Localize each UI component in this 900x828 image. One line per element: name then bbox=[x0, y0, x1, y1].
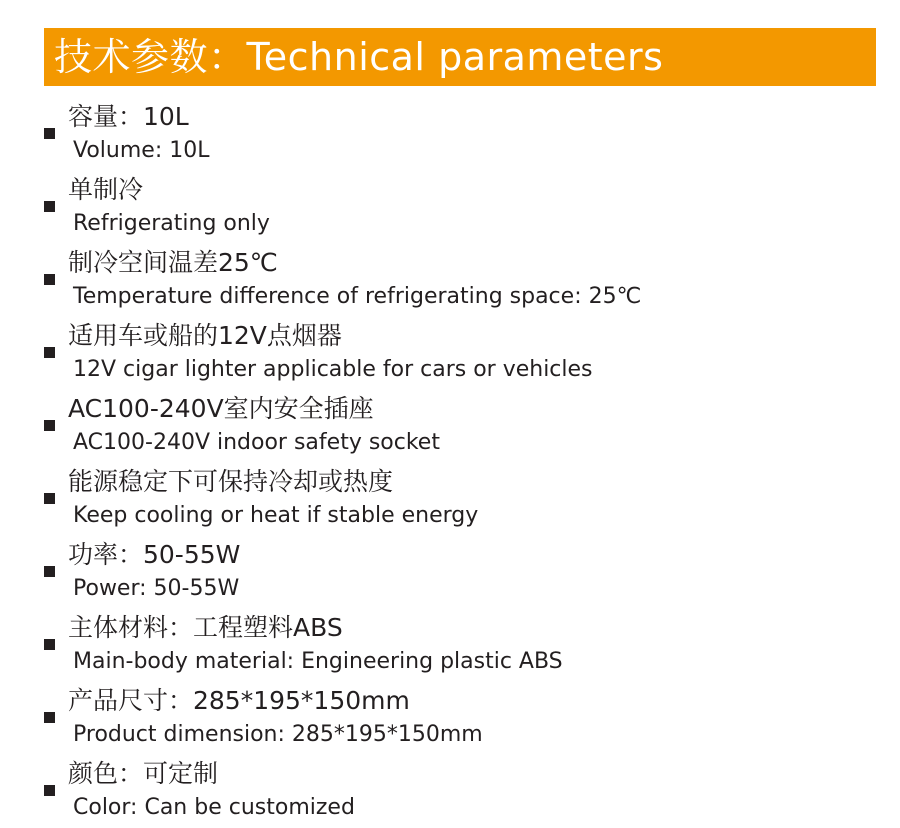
square-bullet-icon bbox=[44, 347, 55, 358]
parameter-item-dimension bbox=[44, 682, 884, 755]
parameter-chinese-text: 制冷空间温差25℃ bbox=[68, 248, 278, 277]
parameter-chinese-text: 容量：10L bbox=[68, 102, 189, 131]
square-bullet-icon bbox=[44, 128, 55, 139]
parameter-chinese-text: 单制冷 bbox=[68, 175, 144, 204]
parameter-english-text: Main-body material: Engineering plastic ABS bbox=[73, 649, 563, 674]
square-bullet-icon bbox=[44, 712, 55, 723]
parameter-chinese-text: 主体材料：工程塑料ABS bbox=[68, 613, 343, 642]
parameter-chinese-text: 能源稳定下可保持冷却或热度 bbox=[68, 467, 394, 496]
parameter-chinese-text: AC100-240V室内安全插座 bbox=[68, 394, 374, 423]
parameter-english-text: Refrigerating only bbox=[73, 211, 270, 236]
parameter-english-text: AC100-240V indoor safety socket bbox=[73, 430, 440, 455]
square-bullet-icon bbox=[44, 639, 55, 650]
parameter-english-text: Volume: 10L bbox=[73, 138, 210, 163]
parameter-english-text: 12V cigar lighter applicable for cars or vehicles bbox=[73, 357, 593, 382]
parameter-list bbox=[44, 98, 884, 828]
parameter-english-text: Power: 50-55W bbox=[73, 576, 240, 601]
parameter-chinese-text: 适用车或船的12V点烟器 bbox=[68, 321, 342, 350]
square-bullet-icon bbox=[44, 201, 55, 212]
parameter-chinese-text: 颜色：可定制 bbox=[68, 759, 219, 788]
square-bullet-icon bbox=[44, 493, 55, 504]
square-bullet-icon bbox=[44, 420, 55, 431]
section-header bbox=[44, 28, 876, 86]
parameter-item-material bbox=[44, 609, 884, 682]
parameter-item-volume bbox=[44, 98, 884, 171]
parameter-item-cigar-lighter bbox=[44, 317, 884, 390]
square-bullet-icon bbox=[44, 785, 55, 796]
parameter-english-text: Temperature difference of refrigerating space: 25℃ bbox=[73, 284, 642, 309]
parameter-item-color bbox=[44, 755, 884, 828]
parameter-english-text: Keep cooling or heat if stable energy bbox=[73, 503, 479, 528]
square-bullet-icon bbox=[44, 274, 55, 285]
square-bullet-icon bbox=[44, 566, 55, 577]
parameter-item-stable-energy bbox=[44, 463, 884, 536]
parameter-item-power bbox=[44, 536, 884, 609]
section-title: 技术参数：Technical parameters bbox=[54, 35, 664, 79]
parameter-english-text: Product dimension: 285*195*150mm bbox=[73, 722, 483, 747]
parameter-chinese-text: 产品尺寸：285*195*150mm bbox=[68, 686, 410, 715]
parameter-english-text: Color: Can be customized bbox=[73, 795, 355, 820]
parameter-item-indoor-socket bbox=[44, 390, 884, 463]
parameter-item-temperature-difference bbox=[44, 244, 884, 317]
parameter-item-refrigerating bbox=[44, 171, 884, 244]
parameter-chinese-text: 功率：50-55W bbox=[68, 540, 241, 569]
